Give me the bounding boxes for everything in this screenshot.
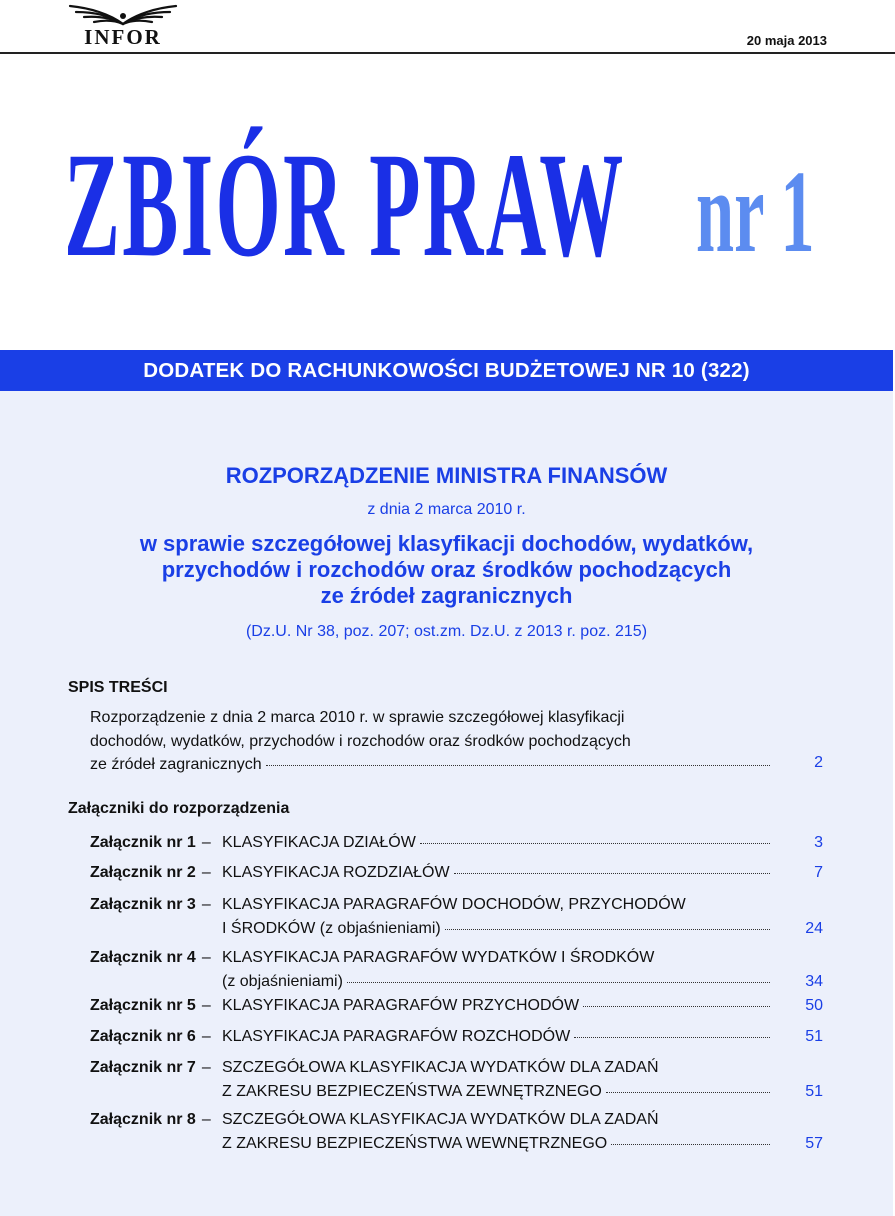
logo-text: INFOR [84,25,162,49]
toc-entry-page: 57 [805,1134,823,1152]
toc-entry-title-line: SZCZEGÓŁOWA KLASYFIKACJA WYDATKÓW DLA ZADAŃ [222,1059,659,1076]
toc-intro-line: dochodów, wydatków, przychodów i rozchodów oraz środków pochodzących [90,732,631,750]
regulation-date: z dnia 2 marca 2010 r. [367,501,526,518]
leader-dots [574,1037,770,1038]
toc-entry-title [222,1025,774,1049]
toc-intro-line: Rozporządzenie z dnia 2 marca 2010 r. w sprawie szczegółowej klasyfikacji [90,709,625,726]
supplement-banner [0,350,893,391]
toc-entry-dash: – [201,1111,211,1128]
toc-entry-page: 51 [805,1028,823,1045]
toc-entry-title-line: Z ZAKRESU BEZPIECZEŃSTWA WEWNĘTRZNEGO [222,1134,608,1152]
toc-intro-page: 2 [814,754,823,771]
title-main: ZBIÓR PRAW [64,122,626,288]
toc-entry-title [222,893,774,940]
leader-dots [420,843,770,844]
toc-entry-page: 3 [814,834,823,851]
leader-dots [454,873,770,874]
regulation-subject-line: przychodów i rozchodów oraz środków pochodzących [161,557,732,582]
page-header [0,0,895,56]
toc-entry-page: 50 [805,997,823,1014]
toc-entry-title-line: I ŚRODKÓW (z objaśnieniami) [222,919,441,937]
toc-entry-page: 24 [805,919,823,937]
toc-entry-title-line: KLASYFIKACJA PARAGRAFÓW ROZCHODÓW [222,1028,571,1045]
toc-entry-label [90,893,222,917]
toc-entry-title-line: Z ZAKRESU BEZPIECZEŃSTWA ZEWNĘTRZNEGO [222,1082,602,1100]
toc-entry-title [222,946,774,993]
toc-intro-line: ze źródeł zagranicznych [90,756,262,773]
toc-entry-dash: – [201,834,211,851]
attachments-heading: Załączniki do rozporządzenia [68,800,290,817]
toc-entry-label [90,831,222,855]
toc-entry-dash: – [201,1059,211,1076]
toc-entry-title [222,831,774,855]
toc-entry-title [222,1056,774,1103]
toc-entry-label [90,1025,222,1049]
toc-entry-number: Załącznik nr 3 [90,896,196,913]
toc-entry-label [90,946,222,970]
title-number: nr 1 [696,146,815,277]
toc-entry-dash: – [201,864,211,881]
banner-text: DODATEK DO RACHUNKOWOŚCI BUDŻETOWEJ NR 10 (322) [143,359,750,382]
toc-entry-dash: – [201,949,211,966]
toc-heading: SPIS TREŚCI [68,679,168,696]
toc-entry-page: 51 [805,1082,823,1100]
regulation-subject-line: ze źródeł zagranicznych [320,583,573,608]
toc-entry-dash: – [201,1028,211,1045]
toc-entry-title [222,1108,774,1155]
toc-entry-number: Załącznik nr 7 [90,1059,196,1076]
leader-dots [266,765,770,766]
toc-entry-title-line: KLASYFIKACJA PARAGRAFÓW WYDATKÓW I ŚRODKÓW [222,949,655,966]
leader-dots [583,1006,770,1007]
regulation-reference: (Dz.U. Nr 38, poz. 207; ost.zm. Dz.U. z 2013 r. poz. 215) [245,623,648,640]
toc-entry-dash: – [201,896,211,913]
toc-entry-number: Załącznik nr 1 [90,834,196,851]
toc-entry-page: 34 [805,972,823,990]
header-divider [0,52,895,54]
toc-entry-number: Załącznik nr 5 [90,997,196,1014]
toc-entry-title [222,994,774,1018]
toc-entry-number: Załącznik nr 8 [90,1111,196,1128]
toc-entry-label [90,1056,222,1080]
leader-dots [445,929,770,930]
toc-entry-number: Załącznik nr 6 [90,1028,196,1045]
toc-intro-entry[interactable] [90,706,790,777]
toc-entry-label [90,994,222,1018]
toc-entry-title-line: KLASYFIKACJA DZIAŁÓW [222,834,416,851]
regulation-title: ROZPORZĄDZENIE MINISTRA FINANSÓW [225,463,668,488]
leader-dots [347,982,770,983]
toc-entry-title-line: SZCZEGÓŁOWA KLASYFIKACJA WYDATKÓW DLA ZADAŃ [222,1111,659,1128]
toc-entry-title-line: KLASYFIKACJA PARAGRAFÓW PRZYCHODÓW [222,997,580,1014]
toc-entry-title [222,861,774,885]
regulation-subject [60,531,833,609]
infor-logo [66,2,180,48]
leader-dots [611,1144,770,1145]
leader-dots [606,1092,770,1093]
regulation-subject-line: w sprawie szczegółowej klasyfikacji dochodów, wydatków, [139,531,754,556]
issue-date: 20 maja 2013 [746,33,827,48]
toc-entry-title-line: (z objaśnieniami) [222,972,343,990]
toc-entry-title-line: KLASYFIKACJA ROZDZIAŁÓW [222,864,450,881]
toc-entry-number: Załącznik nr 2 [90,864,196,881]
toc-entry-label [90,1108,222,1132]
toc-entry-number: Załącznik nr 4 [90,949,196,966]
toc-entry-title-line: KLASYFIKACJA PARAGRAFÓW DOCHODÓW, PRZYCHODÓW [222,896,686,913]
toc-entry-dash: – [201,997,211,1014]
toc-entry-page: 7 [814,864,823,881]
toc-entry-label [90,861,222,885]
